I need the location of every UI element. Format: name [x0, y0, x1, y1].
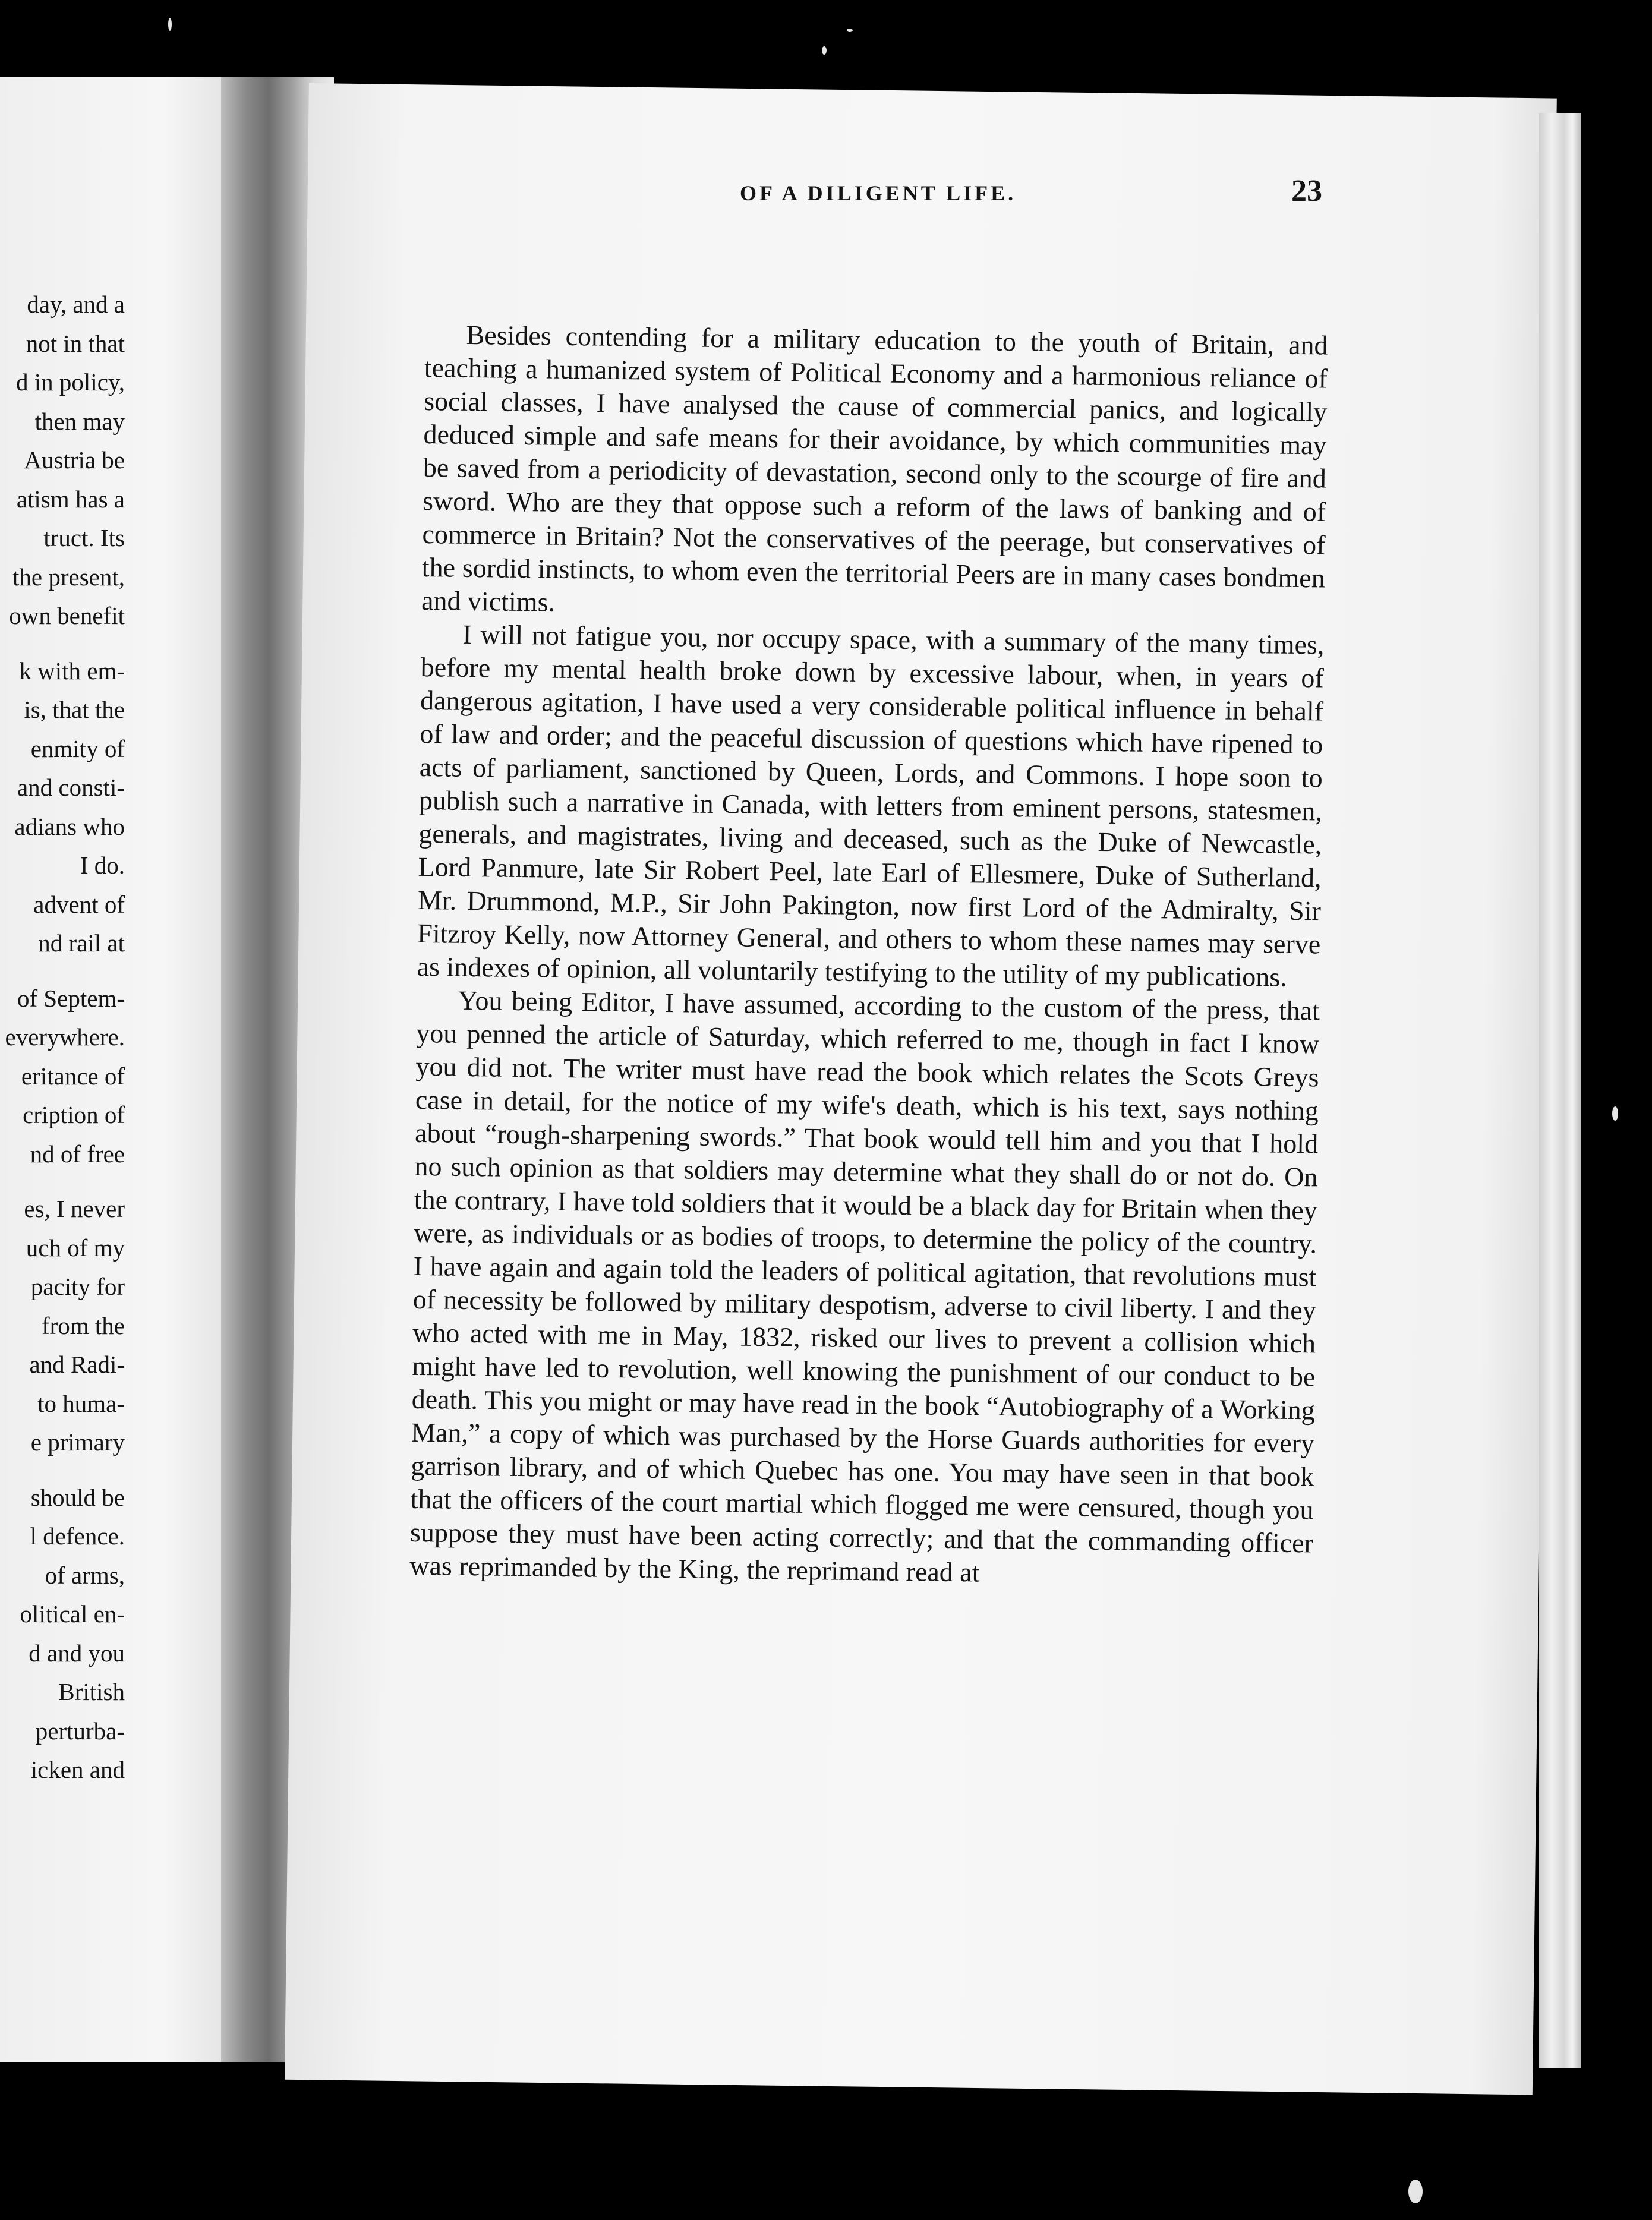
left-line: truct. Its — [43, 524, 125, 551]
left-line: to huma- — [37, 1389, 125, 1417]
scan-speck — [847, 29, 853, 32]
page-number: 23 — [1291, 174, 1322, 208]
scan-speck — [1408, 2180, 1423, 2203]
left-line: nd rail at — [38, 929, 125, 957]
left-line: e primary — [30, 1429, 125, 1456]
left-line: is, that the — [24, 696, 125, 723]
running-head — [740, 174, 1322, 215]
paragraph: I will not fatigue you, nor occupy space, with a summary of the many times, before my mental health broke down by excessive labour, when, in years of dangerous agitation, I have used a very considerable political influence in behalf of law and order; and the peaceful discussion of questions which have ripened to acts of parliament, sanctioned by Queen, Lords, and Commons. I hope soon to publish such a narrative in Canada, with letters from eminent persons, statesmen, generals, and magistrates, living and deceased, such as the Duke of Newcastle, Lord Panmure, late Sir Robert Peel, late Earl of Ellesmere, Duke of Sutherland, Mr. Drummond, M.P., Sir John Pakington, now first Lord of the Admiralty, Sir Fitzroy Kelly, now Attorney General, and others to whom these names may serve as indexes of opinion, all voluntarily testifying to the utility of my publications. — [417, 619, 1325, 992]
left-line: es, I never — [24, 1195, 125, 1222]
page-edge-stack — [1539, 113, 1581, 2068]
left-line: from the — [41, 1311, 125, 1339]
left-line: British — [58, 1678, 125, 1705]
left-line: nd of free — [30, 1140, 125, 1168]
left-line: enmity of — [30, 734, 125, 762]
scan-speck — [822, 46, 827, 55]
left-line: everywhere. — [5, 1023, 125, 1051]
left-line: the present, — [12, 563, 125, 591]
left-line: perturba- — [35, 1717, 125, 1745]
left-page-text — [0, 285, 125, 1790]
body-text — [409, 318, 1328, 1593]
scan-speck — [168, 18, 172, 31]
left-line: and Radi- — [29, 1351, 125, 1378]
left-line: not in that — [26, 329, 125, 357]
running-head-title: OF A DILIGENT LIFE. — [740, 181, 1017, 205]
left-line: adians who — [14, 812, 125, 840]
left-line: day, and a — [27, 291, 125, 318]
left-line: of Septem- — [17, 984, 125, 1012]
paragraph: Besides contending for a military education to the youth of Britain, and teaching a humanized system of Political Economy and a harmonious reliance of social classes, I have analysed the cause of commercial panics, and logically deduced simple and safe means for their avoidance, by which communities may be saved from a periodicity of devastation, second only to the scourge of fire and sword. Who are they that oppose such a reform of the laws of banking and of commerce in Britain? Not the conservatives of the peerage, but conservatives of the sordid instincts, to whom even the territorial Peers are in many cases bondmen and victims. — [421, 319, 1328, 617]
paragraph: You being Editor, I have assumed, according to the custom of the press, that you penned the article of Saturday, which referred to me, though in fact I know you did not. The writer must have read the book which relates the Scots Greys case in detail, for the notice of my wife's death, which is his text, says nothing about “rough-sharpening swords.” That book would tell him and you that I hold no such opinion as that soldiers may determine what they shall do or not do. On the contrary, I have told soldiers that it would be a black day for Britain when they were, as individuals or as bodies of troops, to determine the policy of the country. I have again and again told the leaders of political agitation, that revolutions must of necessity be followed by military despotism, adverse to civil liberty. I and they who acted with me in May, 1832, risked our lives to prevent a collision which might have led to revolution, well knowing the punishment of our conduct to be death. This you might or may have read in the book “Autobiography of a Working Man,” a copy of which was purchased by the Horse Guards authorities for every garrison library, and of which Quebec has one. You may have seen in that book that the officers of the court martial which flogged me were censured, though you suppose they must have been acting correctly; and that the commanding officer was reprimanded by the King, the reprimand read at — [409, 985, 1320, 1588]
left-line: uch of my — [26, 1234, 125, 1262]
scan-speck — [1612, 1106, 1618, 1121]
left-line: icken and — [30, 1756, 125, 1783]
left-line: olitical en- — [20, 1600, 125, 1628]
left-line: and consti- — [17, 774, 125, 801]
left-line: k with em- — [19, 657, 125, 685]
left-line: d and you — [29, 1639, 125, 1667]
left-line: pacity for — [30, 1273, 125, 1300]
left-line: advent of — [33, 890, 125, 918]
left-line: d in policy, — [16, 368, 125, 396]
left-line: of arms, — [45, 1561, 125, 1589]
left-line: own benefit — [9, 602, 125, 629]
left-line: l defence. — [30, 1522, 125, 1550]
left-line: eritance of — [21, 1062, 125, 1090]
left-line: atism has a — [16, 485, 125, 513]
left-line: then may — [34, 407, 125, 435]
left-line: Austria be — [24, 446, 125, 474]
left-line: should be — [30, 1483, 125, 1511]
left-line: cription of — [23, 1101, 125, 1128]
left-line: I do. — [80, 852, 125, 879]
